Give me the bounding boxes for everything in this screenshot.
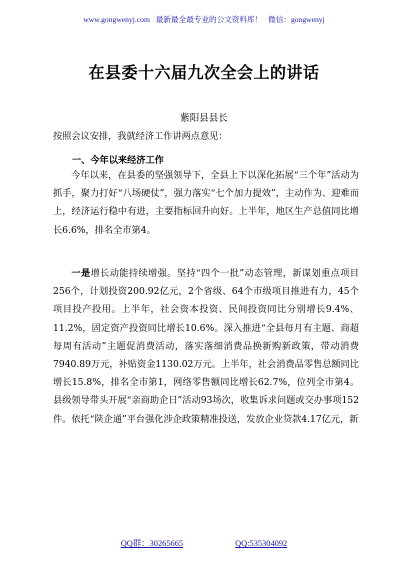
paragraph-lead: 一是: [71, 268, 91, 279]
document-author: 紫阳县县长: [180, 113, 228, 124]
header-tagline: 最新最全最专业的公文资料库！: [155, 15, 263, 24]
page-footer: [0, 537, 408, 549]
section-heading: 一、今年以来经济工作: [72, 155, 164, 166]
document-title: 在县委十六届九次全会上的讲话: [88, 63, 320, 82]
footer-qq-group[interactable]: QQ群：30265665: [120, 539, 184, 548]
body-paragraph: [53, 167, 359, 240]
intro-text: 按照会议安排，我就经济工作讲两点意见：: [53, 131, 228, 142]
paragraph-text: 今年以来，在县委的坚强领导下，全县上下以深化拓展“三个年”活动为抓手，聚力打好“八场硬仗”，强力落实“七个加力提效”，主动作为、迎难而上，经济运行稳中有进，主要指标回升向好。上半年，地区生产总值同比增长6.6%，排名全市第4。: [53, 170, 359, 236]
footer-qq-contact[interactable]: QQ:535304092: [235, 539, 288, 548]
header-wechat: 微信：gongwenyj: [268, 15, 325, 24]
paragraph-text: 增长动能持续增强。坚持“四个一批”动态管理，新谋划重点项目256个，计划投资200.92亿元，2个省级、64个市级项目推进有力，45个项目投产投用。上半年，社会资本投资、民间投资同比分别增长9.4%、11.2%，固定资产投资同比增长10.6%。深入推进“全县每月有主题、商超每周有活动”主题促消费活动，落实落细消费品换新购新政策，带动消费7940.89万元，补贴资金1130.02万元。上半年，社会消费品零售总额同比增长15.8%，排名全市第1，网络零售额同比增长62.7%，位列全市第4。县级领导带头开展“亲商助企日”活动93场次，收集诉求问题或交办事项152件。依托“陕企通”平台强化涉企政策精准投送，发放企业贷款4.17亿元，新: [53, 268, 359, 425]
page-header: [0, 14, 408, 25]
header-site-link[interactable]: www.gongwenyj.com: [83, 15, 150, 24]
body-paragraph: [53, 265, 359, 429]
